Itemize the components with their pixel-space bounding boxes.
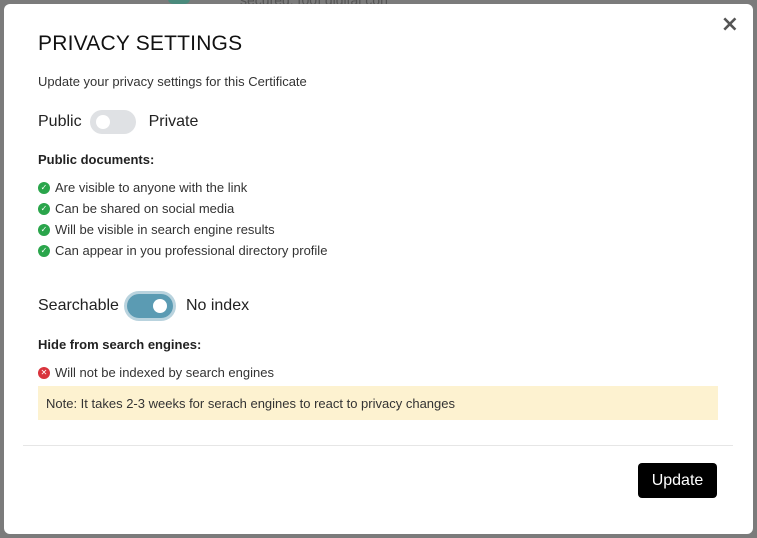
list-item-text: Will not be indexed by search engines xyxy=(55,365,274,380)
hide-search-list xyxy=(38,362,274,383)
private-label: Private xyxy=(148,113,199,130)
list-item xyxy=(38,240,327,261)
list-item xyxy=(38,219,327,240)
list-item-text: Are visible to anyone with the link xyxy=(55,180,248,195)
public-documents-list xyxy=(38,177,327,261)
update-button[interactable]: Update xyxy=(638,463,717,498)
no-index-label: No index xyxy=(185,297,250,314)
check-circle-icon: ✓ xyxy=(38,224,50,236)
check-circle-icon: ✓ xyxy=(38,203,50,215)
list-item-text: Will be visible in search engine results xyxy=(55,222,275,237)
visibility-toggle[interactable] xyxy=(90,110,136,134)
privacy-note: Note: It takes 2-3 weeks for serach engines to react to privacy changes xyxy=(38,386,718,420)
hide-search-heading: Hide from search engines: xyxy=(38,337,202,352)
toggle-knob xyxy=(153,299,167,313)
list-item xyxy=(38,177,327,198)
list-item xyxy=(38,362,274,383)
x-circle-icon: ✕ xyxy=(38,367,50,379)
public-label: Public xyxy=(38,113,82,130)
indexing-toggle[interactable] xyxy=(127,294,173,318)
public-documents-heading: Public documents: xyxy=(38,152,155,167)
indexing-toggle-row xyxy=(38,294,249,318)
privacy-settings-modal xyxy=(4,4,753,534)
modal-title: PRIVACY SETTINGS xyxy=(38,32,243,55)
footer-divider xyxy=(23,445,733,446)
check-circle-icon: ✓ xyxy=(38,182,50,194)
check-circle-icon: ✓ xyxy=(38,245,50,257)
visibility-toggle-row xyxy=(38,110,198,134)
toggle-knob xyxy=(96,115,110,129)
modal-subtitle: Update your privacy settings for this Certificate xyxy=(38,74,307,89)
searchable-label: Searchable xyxy=(38,297,119,314)
list-item-text: Can appear in you professional directory profile xyxy=(55,243,328,258)
close-icon[interactable]: × xyxy=(720,12,739,37)
list-item xyxy=(38,198,327,219)
list-item-text: Can be shared on social media xyxy=(55,201,235,216)
